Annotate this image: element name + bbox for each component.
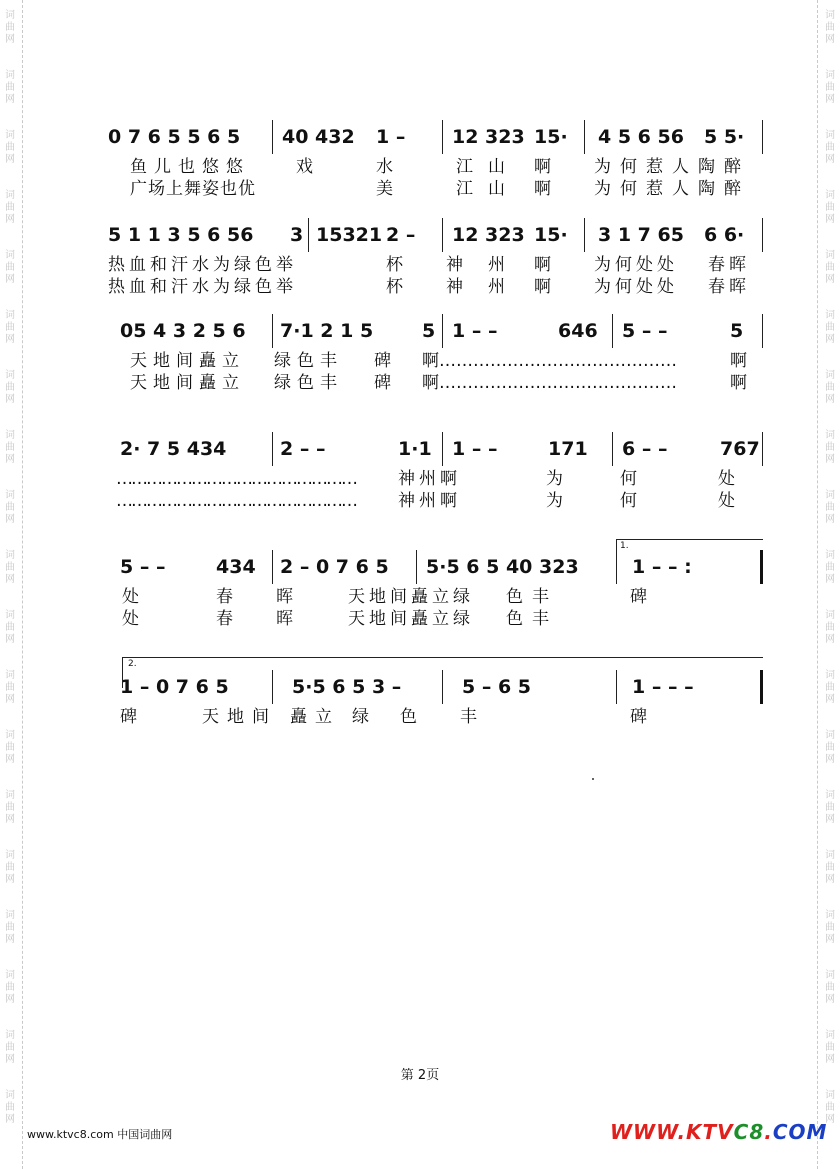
- notes-row: [108, 430, 764, 466]
- lyric: 矗立: [290, 707, 340, 727]
- measure-notes: 1 – – :: [632, 556, 692, 578]
- lyric: 丰: [532, 587, 549, 607]
- barline: [584, 218, 585, 252]
- lyric: 啊: [534, 179, 551, 199]
- lyrics-verse-2: [108, 490, 764, 514]
- watermark-text: 词曲网: [825, 730, 835, 765]
- measure-notes: 646: [558, 320, 598, 342]
- measure-notes: 6 6·: [704, 224, 745, 246]
- lyrics-verse-2: [108, 372, 764, 396]
- measure-notes: 2· 7 5 434: [120, 438, 227, 460]
- right-border: [817, 0, 840, 1169]
- measure-notes: 15·: [534, 224, 568, 246]
- watermark-text: 词曲网: [5, 610, 15, 645]
- lyric: 鱼儿也悠悠: [130, 157, 250, 177]
- lyric: 为何惹人陶醉: [594, 179, 750, 199]
- lyric: 绿色丰: [274, 351, 343, 371]
- lyric: 啊: [730, 351, 747, 371]
- lyric: 啊……………………………………: [422, 351, 677, 371]
- watermark-text: 词曲网: [5, 250, 15, 285]
- measure-notes: 1 – 0 7 6 5: [120, 676, 229, 698]
- lyric: 丰: [460, 707, 477, 727]
- lyric: 春晖: [708, 255, 750, 275]
- barline: [442, 120, 443, 154]
- lyric: 处: [718, 491, 735, 511]
- measure-notes: 40 432: [282, 126, 355, 148]
- lyric: 碑: [374, 351, 391, 371]
- watermark-text: 词曲网: [825, 10, 835, 45]
- barline: [762, 314, 763, 348]
- watermark-text: 词曲网: [5, 850, 15, 885]
- watermark-text: 词曲网: [5, 1030, 15, 1065]
- lyric: 天地间矗立: [130, 351, 245, 371]
- lyric: 神州啊: [398, 491, 461, 511]
- lyric: 晖: [276, 609, 293, 629]
- watermark-text: 词曲网: [825, 370, 835, 405]
- measure-notes: 12 323: [452, 224, 525, 246]
- lyric: 天地间: [202, 707, 277, 727]
- watermark-text: 词曲网: [825, 1090, 835, 1125]
- lyric: 色: [400, 707, 417, 727]
- lyrics-verse-1: [108, 156, 764, 180]
- lyrics-verse-2: [108, 178, 764, 202]
- lyric: 春: [216, 609, 233, 629]
- watermark-text: 词曲网: [825, 1030, 835, 1065]
- barline: [272, 314, 273, 348]
- watermark-text: 词曲网: [825, 430, 835, 465]
- measure-notes: 4 5 6 56: [598, 126, 684, 148]
- lyric: 神: [446, 277, 463, 297]
- lyrics-verse-2: [108, 608, 764, 632]
- measure-notes: 5·5 6 5 3 –: [292, 676, 402, 698]
- measure-notes: 5·5 6 5 40 323: [426, 556, 579, 578]
- lyric: 处: [718, 469, 735, 489]
- lyric: 热血和汗水为绿色举: [108, 255, 297, 275]
- watermark-text: 词曲网: [825, 850, 835, 885]
- measure-notes: 1 –: [376, 126, 406, 148]
- watermark-text: 词曲网: [825, 790, 835, 825]
- barline: [442, 218, 443, 252]
- lyrics-verse-1: [108, 706, 764, 730]
- lyrics-verse-1: [108, 350, 764, 374]
- lyric: 江: [456, 179, 473, 199]
- measure-notes: 1 – –: [452, 438, 498, 460]
- barline: [612, 314, 613, 348]
- watermark-text: 词曲网: [5, 910, 15, 945]
- watermark-text: 词曲网: [5, 730, 15, 765]
- measure-notes: 3: [290, 224, 304, 246]
- lyric: 杯: [386, 277, 403, 297]
- measure-notes: 05 4 3 2 5 6: [120, 320, 246, 342]
- measure-notes: 12 323: [452, 126, 525, 148]
- lyric: 山: [488, 157, 505, 177]
- measure-notes: 0 7 6 5 5 6 5: [108, 126, 241, 148]
- barline: [272, 120, 273, 154]
- lyric: 水: [376, 157, 393, 177]
- lyric: 色: [506, 609, 523, 629]
- watermark-text: 词曲网: [5, 970, 15, 1005]
- left-border: [0, 0, 23, 1169]
- watermark-text: 词曲网: [5, 490, 15, 525]
- barline: [308, 218, 309, 252]
- measure-notes: 7·1 2 1 5: [280, 320, 374, 342]
- measure-notes: 5: [730, 320, 744, 342]
- lyric: 何: [620, 491, 637, 511]
- watermark-text: 词曲网: [5, 130, 15, 165]
- measure-notes: 5 1 1 3 5 6 56: [108, 224, 254, 246]
- barline: [442, 314, 443, 348]
- lyric: 春: [216, 587, 233, 607]
- lyrics-verse-1: [108, 468, 764, 492]
- watermark-text: 词曲网: [5, 430, 15, 465]
- measure-notes: 6 – –: [622, 438, 668, 460]
- lyric: 处: [122, 587, 139, 607]
- measure-notes: 5 – –: [120, 556, 166, 578]
- measure-notes: 1 – –: [452, 320, 498, 342]
- lyric: 啊: [534, 157, 551, 177]
- lyric: 处: [122, 609, 139, 629]
- lyric: 啊: [534, 255, 551, 275]
- watermark-text: 词曲网: [825, 610, 835, 645]
- lyric: 为何惹人陶醉: [594, 157, 750, 177]
- notes-row: [108, 312, 764, 348]
- score-system-4: [108, 430, 764, 548]
- measure-notes: 2 – –: [280, 438, 326, 460]
- lyric: 啊: [730, 373, 747, 393]
- barline: [612, 432, 613, 466]
- watermark-text: 词曲网: [5, 670, 15, 705]
- lyrics-verse-1: [108, 254, 764, 278]
- lyric: 碑: [630, 707, 647, 727]
- lyric: 广场上舞姿也优: [130, 179, 256, 199]
- barline: [584, 120, 585, 154]
- notes-row: [108, 118, 764, 154]
- lyric: 丰: [532, 609, 549, 629]
- measure-notes: 767: [720, 438, 760, 460]
- measure-notes: 2 – 0 7 6 5: [280, 556, 389, 578]
- watermark-text: 词曲网: [825, 670, 835, 705]
- measure-notes: 15·: [534, 126, 568, 148]
- lyric: 美: [376, 179, 393, 199]
- lyric: 绿: [352, 707, 369, 727]
- notes-row: [108, 216, 764, 252]
- footer-logo: WWW.KTVC8.COM: [610, 1120, 828, 1144]
- lyric: 天地间矗立: [130, 373, 245, 393]
- lyric: 州: [488, 255, 505, 275]
- lyric: 碑: [374, 373, 391, 393]
- watermark-text: 词曲网: [825, 310, 835, 345]
- measure-notes: 171: [548, 438, 588, 460]
- watermark-text: 词曲网: [5, 1090, 15, 1125]
- lyric: 杯: [386, 255, 403, 275]
- lyric: 热血和汗水为绿色举: [108, 277, 297, 297]
- measure-notes: 5: [422, 320, 436, 342]
- volta-label: 1.: [620, 541, 629, 551]
- volta-second-ending: [122, 657, 763, 688]
- watermark-text: 词曲网: [5, 370, 15, 405]
- measure-notes: 1 – – –: [632, 676, 694, 698]
- measure-notes: 5 5·: [704, 126, 745, 148]
- lyric: 春晖: [708, 277, 750, 297]
- watermark-text: 词曲网: [5, 10, 15, 45]
- watermark-text: 词曲网: [825, 250, 835, 285]
- lyric: 啊: [534, 277, 551, 297]
- measure-notes: 5 – –: [622, 320, 668, 342]
- lyric: 为何处处: [594, 255, 678, 275]
- measure-notes: 3 1 7 65: [598, 224, 684, 246]
- measure-notes: 15321: [316, 224, 383, 246]
- barline: [416, 550, 417, 584]
- watermark-text: 词曲网: [5, 790, 15, 825]
- watermark-text: 词曲网: [5, 550, 15, 585]
- lyric: …………………………………………: [116, 469, 356, 489]
- lyric: 江: [456, 157, 473, 177]
- barline: [272, 550, 273, 584]
- score-system-3: [108, 312, 764, 430]
- lyric: 色: [506, 587, 523, 607]
- lyric: …………………………………………: [116, 491, 356, 511]
- volta-first-ending: [616, 539, 763, 570]
- watermark-text: 词曲网: [825, 970, 835, 1005]
- lyric: 啊……………………………………: [422, 373, 677, 393]
- lyrics-verse-1: [108, 586, 764, 610]
- stray-dot: [592, 778, 594, 780]
- watermark-text: 词曲网: [825, 550, 835, 585]
- lyric: 山: [488, 179, 505, 199]
- barline: [272, 432, 273, 466]
- watermark-text: 词曲网: [5, 310, 15, 345]
- measure-notes: 1·1: [398, 438, 432, 460]
- watermark-text: 词曲网: [5, 190, 15, 225]
- watermark-text: 词曲网: [825, 130, 835, 165]
- barline: [762, 432, 763, 466]
- barline: [762, 120, 763, 154]
- watermark-text: 词曲网: [825, 910, 835, 945]
- watermark-text: 词曲网: [825, 70, 835, 105]
- watermark-text: 词曲网: [825, 490, 835, 525]
- lyric: 天地间矗立绿: [348, 609, 474, 629]
- lyrics-verse-2: [108, 276, 764, 300]
- measure-notes: 5 – 6 5: [462, 676, 532, 698]
- lyric: 何: [620, 469, 637, 489]
- lyric: 神州啊: [398, 469, 461, 489]
- lyric: 戏: [296, 157, 313, 177]
- lyric: 碑: [120, 707, 137, 727]
- watermark-text: 词曲网: [5, 70, 15, 105]
- measure-notes: 2 –: [386, 224, 416, 246]
- volta-label: 2.: [128, 659, 137, 669]
- lyric: 州: [488, 277, 505, 297]
- barline: [762, 218, 763, 252]
- lyric: 为: [546, 469, 563, 489]
- lyric: 为: [546, 491, 563, 511]
- lyric: 神: [446, 255, 463, 275]
- footer-site-text: www.ktvc8.com 中国词曲网: [27, 1128, 173, 1141]
- lyric: 绿色丰: [274, 373, 343, 393]
- measure-notes: 434: [216, 556, 256, 578]
- lyric: 为何处处: [594, 277, 678, 297]
- lyric: 天地间矗立绿: [348, 587, 474, 607]
- lyric: 晖: [276, 587, 293, 607]
- lyric: 碑: [630, 587, 647, 607]
- page-number: 第 2页: [400, 1068, 440, 1083]
- watermark-text: 词曲网: [825, 190, 835, 225]
- barline: [442, 432, 443, 466]
